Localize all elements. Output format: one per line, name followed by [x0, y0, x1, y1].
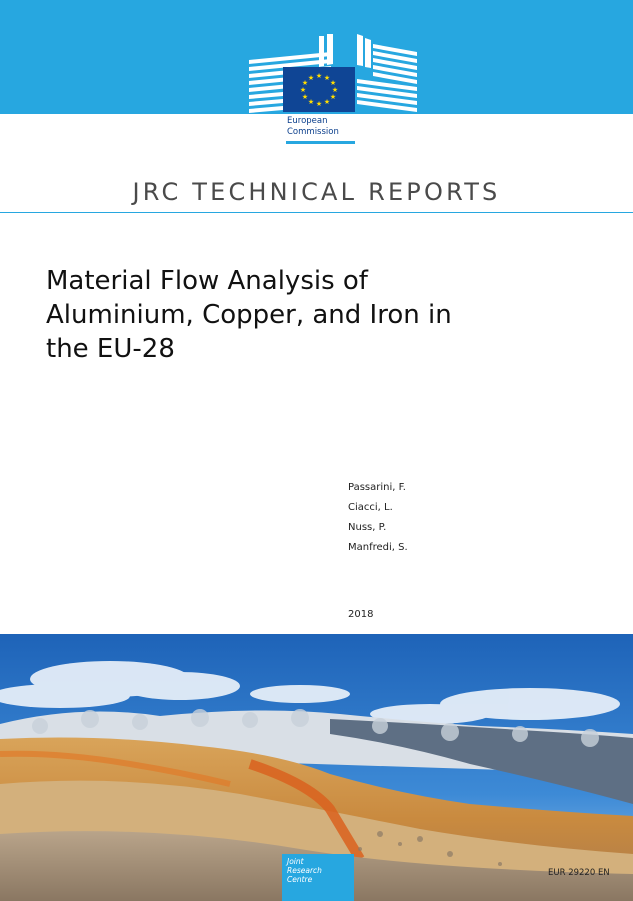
- svg-text:★: ★: [301, 79, 309, 87]
- author: Passarini, F.: [348, 482, 406, 493]
- ec-logo-text: [287, 116, 339, 138]
- report-title: [46, 264, 586, 366]
- svg-text:★: ★: [315, 72, 323, 80]
- report-number: EUR 29220 EN: [548, 868, 610, 878]
- title-line: Aluminium, Copper, and Iron in: [46, 300, 452, 330]
- title-line: the EU-28: [46, 334, 175, 364]
- svg-text:★: ★: [331, 86, 339, 94]
- jrc-logo-line: Joint: [287, 857, 304, 866]
- logo-line-commission: Commission: [287, 127, 339, 137]
- svg-text:★: ★: [329, 79, 337, 87]
- svg-text:★: ★: [301, 93, 309, 101]
- logo-line-european: European: [287, 116, 328, 126]
- jrc-logo-line: Research: [287, 866, 322, 875]
- author: Ciacci, L.: [348, 502, 393, 513]
- title-line: Material Flow Analysis of: [46, 266, 368, 296]
- logo-underline: [286, 141, 355, 144]
- author: Manfredi, S.: [348, 542, 408, 553]
- author: Nuss, P.: [348, 522, 387, 533]
- series-title: JRC TECHNICAL REPORTS: [132, 178, 501, 206]
- jrc-logo: [282, 854, 354, 901]
- author-list: [348, 478, 408, 558]
- svg-text:★: ★: [315, 100, 323, 108]
- svg-text:★: ★: [307, 74, 315, 82]
- svg-text:★: ★: [323, 98, 331, 106]
- eu-flag-icon: [283, 67, 355, 112]
- series-divider: [0, 212, 633, 213]
- svg-text:★: ★: [329, 93, 337, 101]
- svg-text:★: ★: [323, 74, 331, 82]
- svg-text:★: ★: [299, 86, 307, 94]
- jrc-logo-line: Centre: [287, 875, 313, 884]
- svg-text:★: ★: [307, 98, 315, 106]
- publication-year: 2018: [348, 609, 374, 620]
